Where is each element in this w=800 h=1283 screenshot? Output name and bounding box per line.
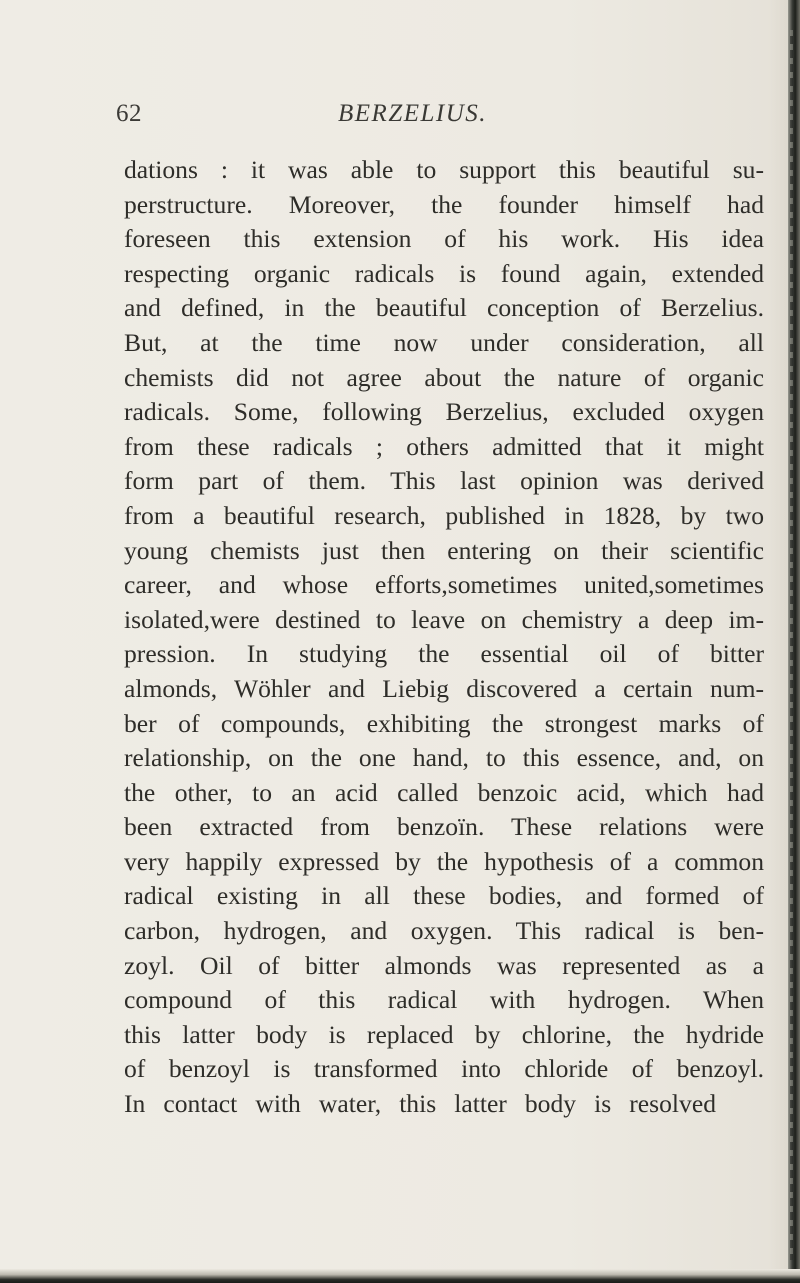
text-line: ber of compounds, exhibiting the strongest marks of (124, 708, 764, 738)
text-line: compound of this radical with hydrogen. When (124, 985, 764, 1015)
text-line: of benzoyl is transformed into chloride of benzoyl. (124, 1054, 764, 1084)
text-line: very happily expressed by the hypothesis of a common (124, 846, 764, 876)
text-line: zoyl. Oil of bitter almonds was represented as a (124, 950, 764, 980)
text-line: been extracted from benzoïn. These relations were (124, 812, 764, 842)
running-head: BERZELIUS. (338, 100, 488, 127)
text-line: perstructure. Moreover, the founder himself had (124, 189, 764, 219)
book-spine-edge (788, 0, 800, 1283)
text-line: radical existing in all these bodies, and formed of (124, 881, 764, 911)
text-line: dations : it was able to support this beautiful su- (124, 155, 764, 184)
text-line: radicals. Some, following Berzelius, excluded oxygen (124, 397, 764, 427)
text-line: relationship, on the one hand, to this essence, and, on (124, 743, 764, 773)
text-line: almonds, Wöhler and Liebig discovered a certain num- (124, 673, 764, 703)
text-line: career, and whose efforts,sometimes united,sometimes (124, 570, 764, 600)
body-text (124, 153, 764, 1122)
text-line: the other, to an acid called benzoic acid, which had (124, 777, 764, 807)
page-bottom-edge (0, 1269, 800, 1283)
text-line: In contact with water, this latter body is resolved (124, 1089, 716, 1119)
text-line: pression. In studying the essential oil of bitter (124, 639, 764, 669)
text-line: form part of them. This last opinion was derived (124, 466, 764, 496)
text-line: carbon, hydrogen, and oxygen. This radical is ben- (124, 916, 764, 946)
text-line: from a beautiful research, published in 1828, by two (124, 500, 764, 530)
text-line: chemists did not agree about the nature of organic (124, 362, 764, 392)
text-line: this latter body is replaced by chlorine, the hydride (124, 1019, 764, 1049)
text-line: and defined, in the beautiful conception of Berzelius. (124, 293, 764, 323)
page-header (0, 100, 800, 134)
text-line: isolated,were destined to leave on chemistry a deep im- (124, 604, 764, 634)
text-line: respecting organic radicals is found again, extended (124, 258, 764, 288)
text-line: from these radicals ; others admitted that it might (124, 431, 764, 461)
text-line: foreseen this extension of his work. His idea (124, 224, 764, 254)
text-line: young chemists just then entering on their scientific (124, 535, 764, 565)
text-line: But, at the time now under consideration, all (124, 327, 764, 357)
page-number: 62 (116, 100, 142, 127)
